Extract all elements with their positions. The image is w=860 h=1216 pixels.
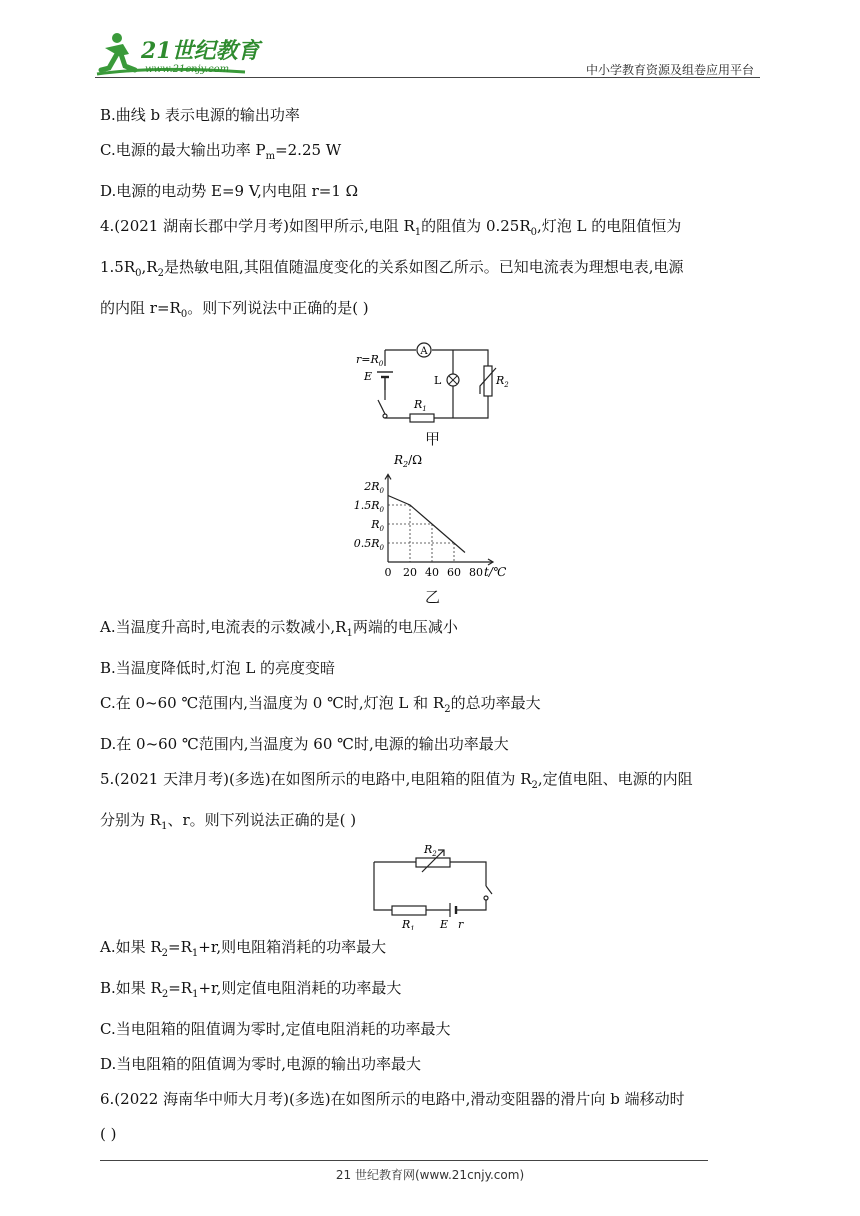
chart-x-tick-1: 20 <box>403 566 417 579</box>
chart-series <box>388 496 465 553</box>
footer-divider <box>100 1160 708 1161</box>
q4-stem-line3: 的内阻 $r=R_0$。则下列说法中正确的是( ) <box>100 299 369 320</box>
svg-text:R2: $R_2$ <box>496 374 509 389</box>
q4-r2-temperature-chart <box>100 448 765 582</box>
switch-icon <box>484 886 492 900</box>
resistor-r1-icon <box>392 906 426 915</box>
svg-text:R1: $R_1$ <box>414 398 427 413</box>
q4-option-c: C.在 0~60 ℃范围内,当温度为 0 ℃时,灯泡 L 和 $R_2$的总功率最大 <box>100 694 541 715</box>
lamp-icon <box>447 374 459 386</box>
resistor-r1-icon <box>410 414 434 422</box>
chart-y-tick-3: $0.5R_0$ <box>353 537 384 552</box>
document-body <box>100 98 765 1152</box>
header-divider <box>95 77 760 78</box>
q3-option-d: D.电源的电动势 E=9 V,内电阻 r=1 Ω <box>100 182 359 200</box>
svg-text:L: L <box>434 374 442 387</box>
svg-text:r: r <box>458 918 464 930</box>
svg-text:R2: $R_2$ <box>424 844 437 858</box>
q4-option-b: B.当温度降低时,灯泡 L 的亮度变暗 <box>100 659 336 677</box>
switch-icon <box>378 400 387 418</box>
q4-option-a: A.当温度升高时,电流表的示数减小$,R_1$两端的电压减小 <box>100 618 458 639</box>
q4-option-d: D.在 0~60 ℃范围内,当温度为 60 ℃时,电源的输出功率最大 <box>100 735 509 753</box>
battery-icon <box>450 903 460 917</box>
chart-x-tick-0: 0 <box>384 566 392 579</box>
svg-text:E: E <box>440 918 449 930</box>
chart-y-axis-label: $R_2/\Omega$ <box>394 453 423 469</box>
svg-text:www.21cnjy.com: www.21cnjy.com <box>145 64 230 75</box>
thermistor-r2-icon <box>480 366 496 396</box>
q5-stem-line1: 5.(2021 天津月考)(多选)在如图所示的电路中,电阻箱的阻值为 $R_2$,定值电阻、电源的内阻 <box>100 770 693 791</box>
chart-y-tick-0: $2R_0$ <box>364 480 384 495</box>
ammeter-icon <box>417 343 431 357</box>
battery-icon <box>377 372 393 390</box>
svg-text:R1: $R_1$ <box>402 918 415 930</box>
q3-option-c: C.电源的最大输出功率 $P_m=2.25$ W <box>100 141 342 162</box>
figure-caption-yi: 乙 <box>424 588 440 606</box>
q4-stem-line1: 4.(2021 湖南长郡中学月考)如图甲所示,电阻 $R_1$的阻值为 $0.25R_0$,灯泡 L 的电阻值恒为 <box>100 217 682 238</box>
page-footer: 21 世纪教育网(www.21cnjy.com) <box>335 1168 525 1182</box>
chart-x-tick-4: 80 <box>469 566 483 579</box>
chart-series-line <box>388 496 465 553</box>
q5-stem-line2: 分别为 $R_1$、r。则下列说法正确的是( ) <box>100 811 357 832</box>
page-header <box>95 30 760 80</box>
chart-x-tick-3: 60 <box>447 566 461 579</box>
svg-text:21世纪教育: 21世纪教育 <box>141 38 260 64</box>
q5-option-c: C.当电阻箱的阻值调为零时,定值电阻消耗的功率最大 <box>100 1020 451 1038</box>
q6-stem-line2: ( ) <box>100 1125 117 1143</box>
chart-x-tick-2: 40 <box>425 566 439 579</box>
svg-text:r=R0: $r=R_0$ <box>356 353 384 368</box>
chart-y-tick-2: $R_0$ <box>371 518 384 533</box>
svg-text:E: E <box>364 370 373 383</box>
q5-option-b: B.如果 $R_2=R_1+r$,则定值电阻消耗的功率最大 <box>100 979 402 1000</box>
chart-guides <box>388 505 454 562</box>
figure-caption-jia: 甲 <box>424 430 440 448</box>
q4-stem-line2: $1.5R_0,R_2$是热敏电阻,其阻值随温度变化的关系如图乙所示。已知电流表为理想电表,电源 <box>100 258 684 279</box>
site-logo <box>95 30 265 78</box>
q5-option-d: D.当电阻箱的阻值调为零时,电源的输出功率最大 <box>100 1055 422 1073</box>
chart-y-tick-1: $1.5R_0$ <box>353 499 384 514</box>
svg-text:A: A <box>420 346 428 357</box>
chart-y-ticks <box>354 480 385 552</box>
chart-x-axis-label: t/℃ <box>484 565 507 579</box>
chart-svg <box>100 450 765 584</box>
q4-circuit-figure <box>100 332 765 428</box>
chart-axes <box>385 474 493 565</box>
chart-x-ticks <box>385 566 484 579</box>
q6-stem-line1: 6.(2022 海南华中师大月考)(多选)在如图所示的电路中,滑动变阻器的滑片向 b 端移动时 <box>100 1090 685 1108</box>
q5-option-a: A.如果 $R_2=R_1+r$,则电阻箱消耗的功率最大 <box>100 938 387 959</box>
q5-circuit-figure <box>100 844 765 930</box>
q3-option-b: B.曲线 b 表示电源的输出功率 <box>100 106 300 124</box>
platform-name: 中小学教育资源及组卷应用平台 <box>585 63 754 77</box>
